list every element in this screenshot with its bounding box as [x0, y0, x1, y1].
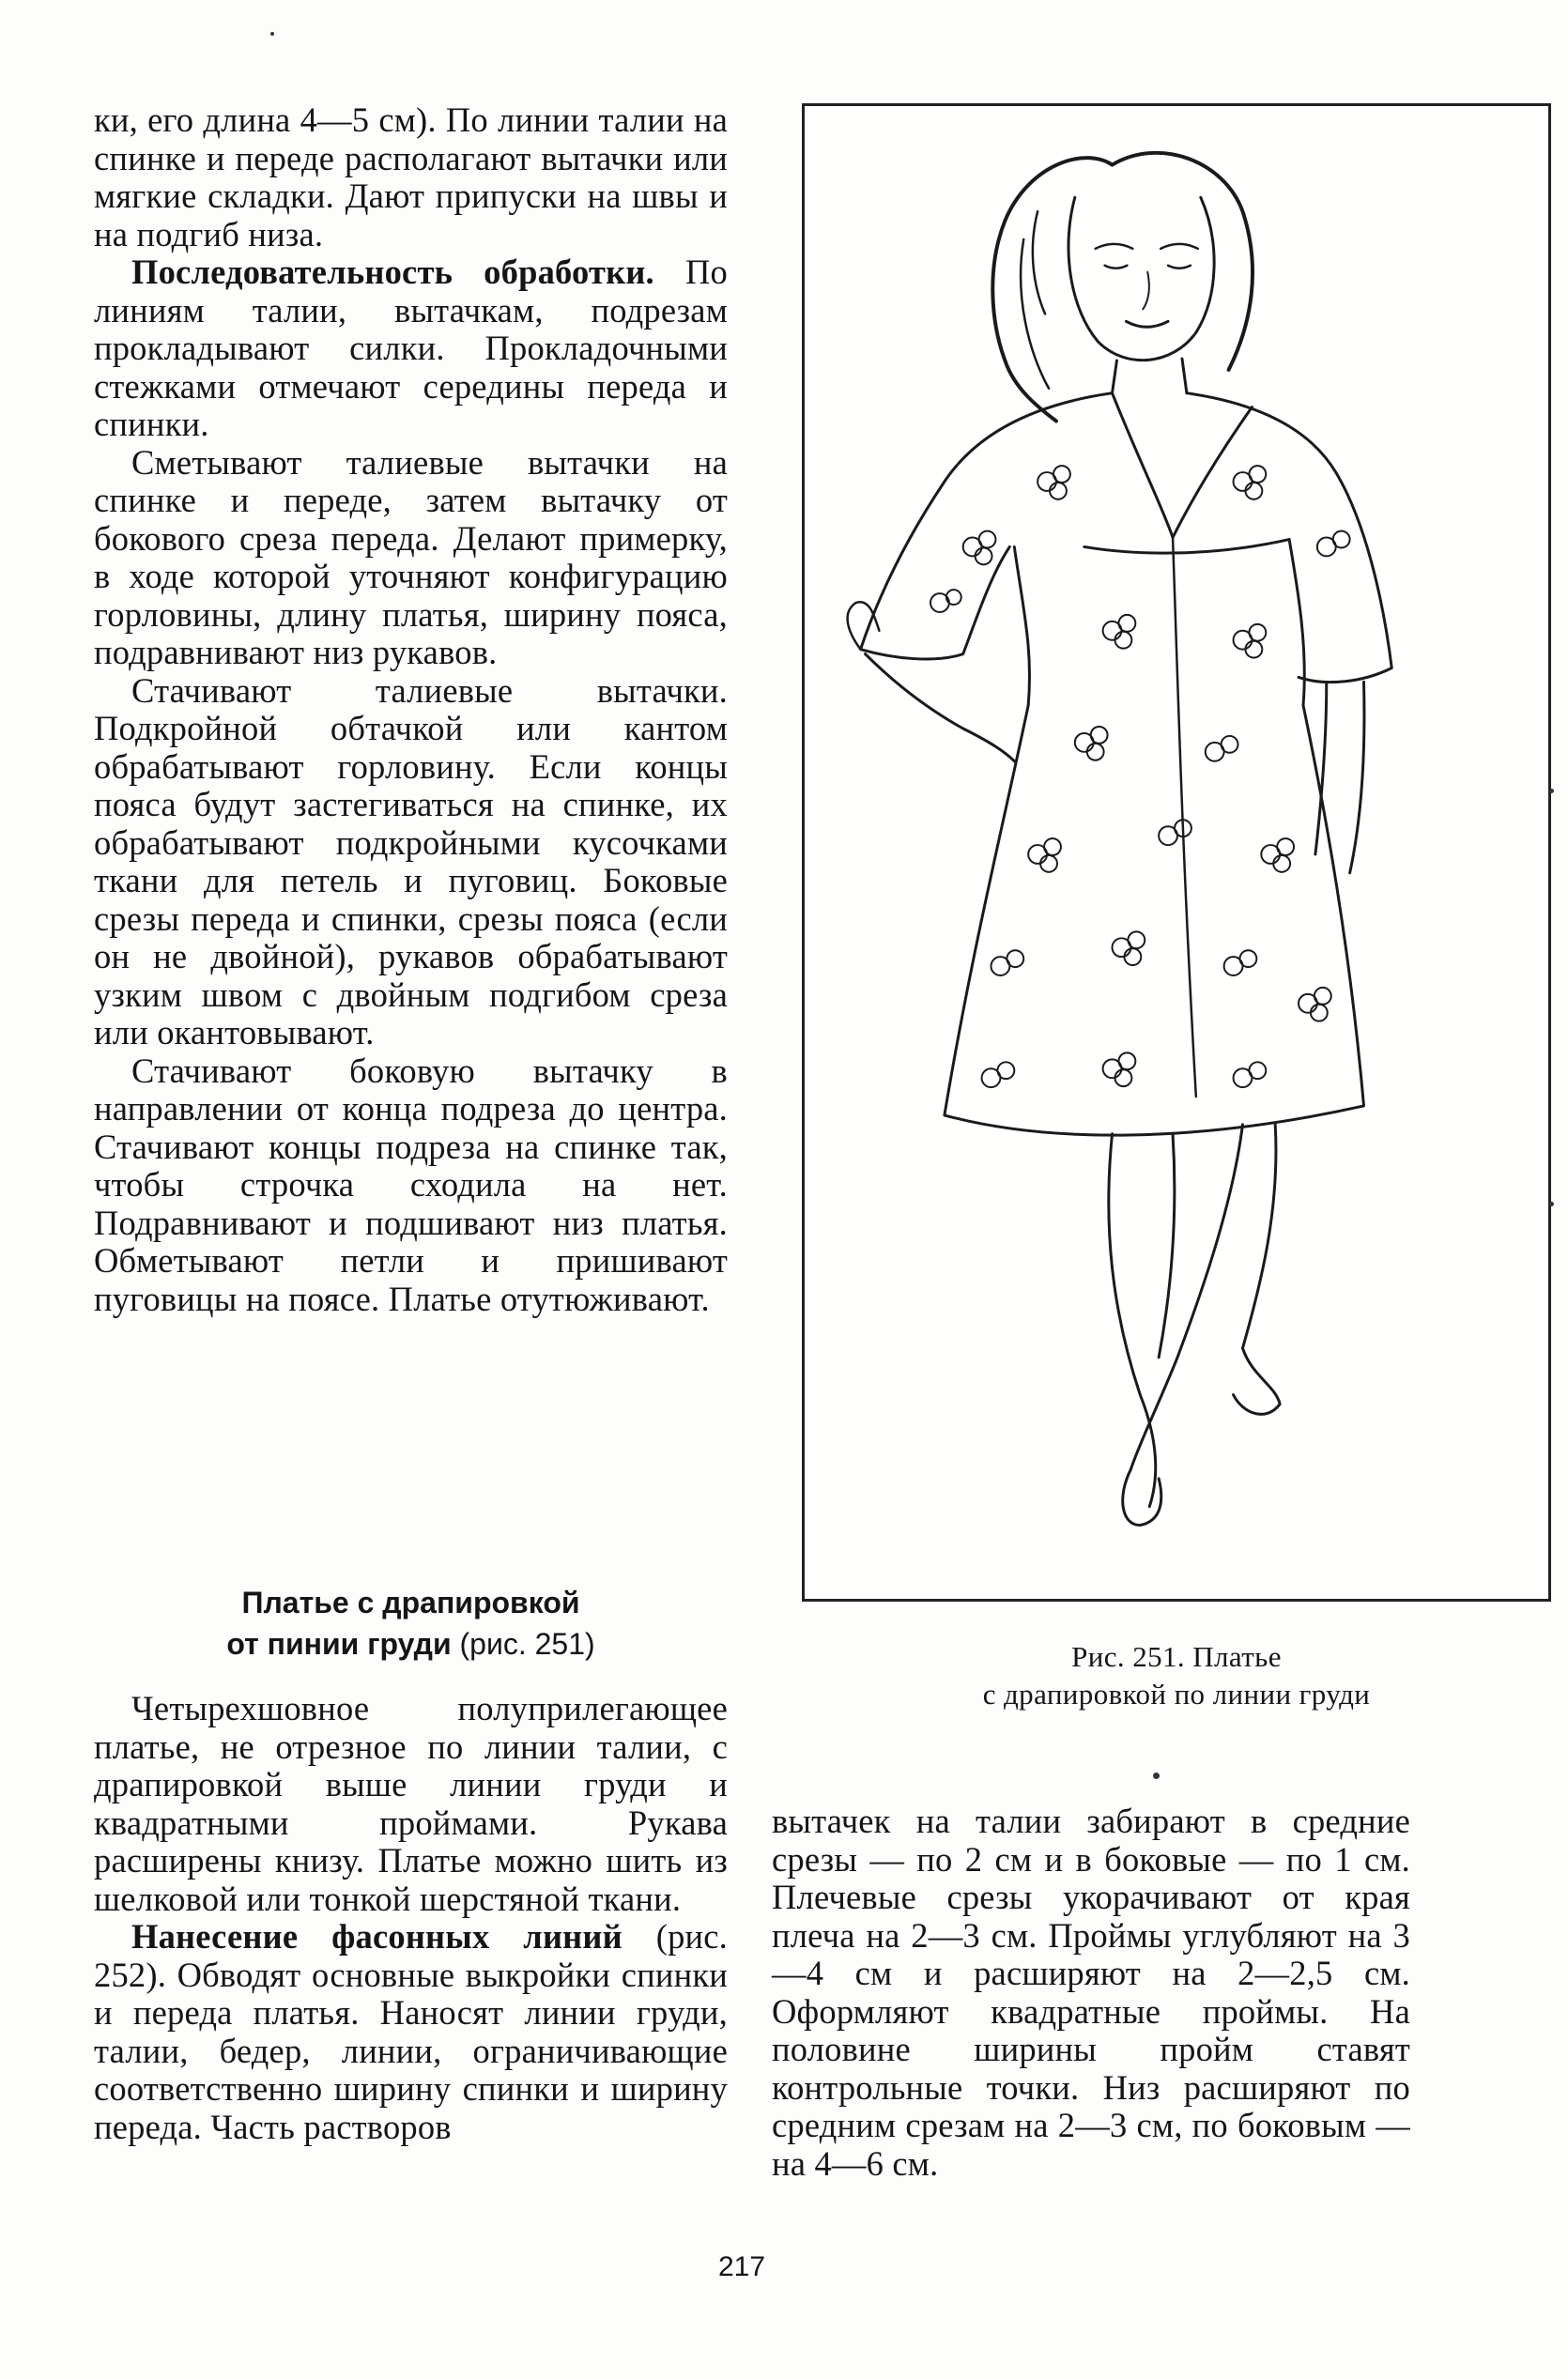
figure-caption: [798, 1638, 1555, 1713]
run-in-heading: Последовательность обработки.: [131, 253, 654, 291]
paragraph: [94, 1918, 728, 2146]
left-sleeve: [861, 393, 1113, 659]
figure-dress-illustration: [802, 103, 1551, 1602]
paragraph: Стачивают боковую вытачку в направлении от конца подреза до центра. Стачивают концы подреза на спинке так, чтобы строчка сходила на нет. Подравнивают и подшивают низ платья. Обметывают петли и пришивают пуговицы на поясе. Платье отутюживают.: [94, 1051, 728, 1318]
section-heading-line2: [94, 1623, 728, 1665]
right-sleeve: [1187, 393, 1391, 683]
scan-speck: [1549, 1202, 1554, 1206]
scan-speck: [1153, 1773, 1160, 1779]
paragraph: вытачек на талии забирают в средние срезы — по 2 см и в боковые — по 1 см. Плечевые срезы укорачивают от края плеча на 2—3 см. Проймы углубляют на 3—4 см и расширяют на 2—2,5 см. Оформляют квадратные проймы. На половине ширины пройм ставят контрольные точки. Низ расширяют по средним срезам на 2—3 см, по боковым — на 4—6 см.: [772, 1802, 1410, 2183]
column-left-upper: [94, 101, 728, 1318]
face: [1068, 197, 1214, 360]
scan-speck: [1549, 789, 1554, 793]
page-number: 217: [717, 2251, 766, 2282]
column-right-lower: [772, 1803, 1410, 2183]
paragraph: Сметывают талиевые вытачки на спинке и переде, затем вытачку от бокового среза переда. Делают примерку, в ходе которой уточняют конфигурацию горловины, длину платья, ширину пояса, подравнивают низ рукавов.: [94, 442, 728, 671]
paragraph: [94, 253, 728, 444]
figure-reference: (рис. 251): [459, 1627, 595, 1661]
section-heading-text: от пинии груди: [226, 1627, 452, 1661]
run-in-heading: Нанесение фасонных линий: [131, 1917, 623, 1956]
neckline: [1113, 393, 1253, 538]
paragraph: Четырехшовное полуприлегающее платье, не отрезное по линии талии, с драпировкой выше линии груди и квадратными проймами. Рукава расширены книзу. Платье можно шить из шелковой или тонкой шерстяной ткани.: [94, 1689, 728, 1918]
floral-print: [930, 466, 1350, 1087]
figure-caption-line1: Рис. 251. Платье: [1071, 1640, 1282, 1673]
section-heading: [94, 1582, 728, 1665]
paragraph-text: По линиям талии, вытачкам, подрезам прокладывают силки. Прокладочными стежками отмечают середины переда и спинки.: [94, 253, 728, 443]
section-heading-line1: Платье с драпировкой: [241, 1586, 580, 1619]
paragraph: ки, его длина 4—5 см). По линии талии на спинке и переде располагают вытачки или мягкие складки. Дают припуски на швы и на подгиб низа.: [94, 100, 728, 253]
figure-caption-line2: с драпировкой по линии груди: [982, 1678, 1371, 1711]
paragraph-text: (рис. 252). Обводят основные выкройки спинки и переда платья. Наносят линии груди, талии, бедер, линии, ограничивающие соответственно ширину спинки и ширину переда. Часть растворов: [94, 1917, 728, 2146]
legs: [1109, 1125, 1276, 1507]
skirt: [945, 705, 1364, 1135]
paragraph: Стачивают талиевые вытачки. Подкройной обтачкой или кантом обрабатывают горловину. Если концы пояса будут застегиваться на спинке, их обрабатывают подкройными кусочками ткани для петель и пуговиц. Боковые срезы переда и спинки, срезы пояса (если он не двойной), рукавов обрабатывают узким швом с двойным подгибом среза или окантовывают.: [94, 670, 728, 1051]
column-left-lower: [94, 1690, 728, 2146]
scan-speck: [270, 32, 274, 36]
